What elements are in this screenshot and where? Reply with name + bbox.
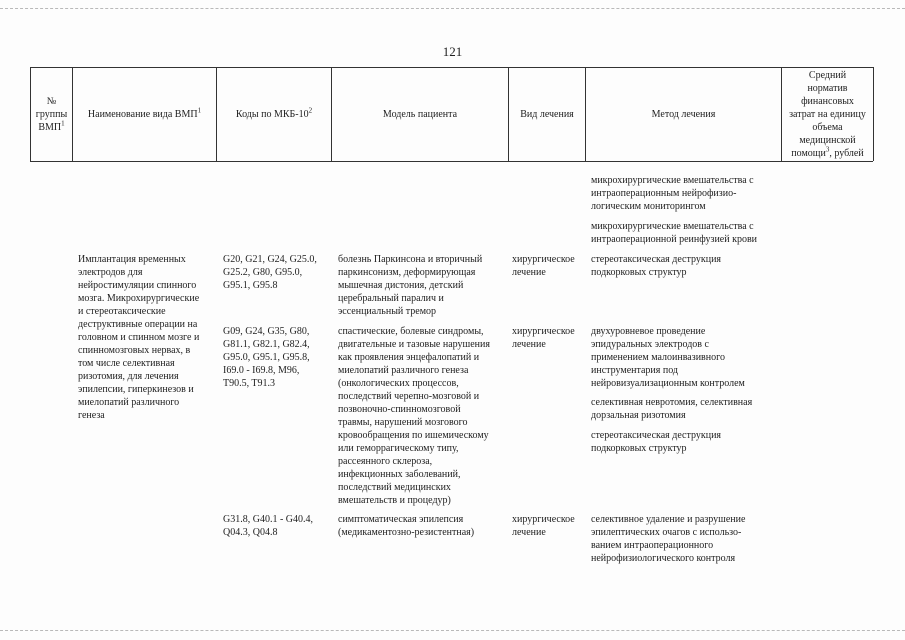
page-number: 121 bbox=[442, 44, 463, 59]
row2-method-1: двухуровневое проведение эпидуральных электродов с применением малоинвазивного инструментария под нейровизуализационным контролем bbox=[591, 326, 745, 389]
header-patient-model: Модель пациента bbox=[382, 109, 458, 120]
row1-codes: G20, G21, G24, G25.0, G25.2, G80, G95.0, G95.1, G95.8 bbox=[223, 254, 317, 291]
scan-artifact-top bbox=[0, 8, 905, 9]
header-cost-normative: Средний норматив финансовых затрат на единицу объема медицинской помощи$^3$, рублей bbox=[789, 70, 866, 159]
row3-method-1: селективное удаление и разрушение эпилептических очагов с использо- ванием интраоперационного нейрофизиологического контроля bbox=[591, 514, 746, 564]
header-vmp-name: Наименование вида ВМП$^1$ bbox=[87, 106, 202, 120]
header-right-border bbox=[873, 67, 874, 161]
row1-method-1: стереотаксическая деструкция подкорковых структур bbox=[591, 254, 722, 278]
row3-model: симптоматическая эпилепсия (медикаментозно-резистентная) bbox=[338, 514, 475, 538]
header-group-number: № группы ВМП$^1$ bbox=[35, 96, 68, 133]
header-treatment-method: Метод лечения bbox=[651, 109, 716, 120]
row3-codes: G31.8, G40.1 - G40.4, Q04.3, Q04.8 bbox=[223, 514, 313, 538]
continued-method-2: микрохирургические вмешательства с интраоперационной реинфузией крови bbox=[591, 221, 758, 245]
row1-model: болезнь Паркинсона и вторичный паркинсонизм, деформирующая мышечная дистония, детский церебральный паралич и эссенциальный тремор bbox=[338, 254, 483, 317]
header-icd-codes: Коды по МКБ-$10^2$ bbox=[235, 106, 313, 120]
header-treatment-type: Вид лечения bbox=[520, 109, 574, 120]
row2-method-3: стереотаксическая деструкция подкорковых структур bbox=[591, 430, 722, 454]
row2-codes: G09, G24, G35, G80, G81.1, G82.1, G82.4, G95.0, G95.1, G95.8, I69.0 - I69.8, M96, T90.5, T91.3 bbox=[223, 326, 310, 389]
row3-treatment: хирургическое лечение bbox=[512, 514, 575, 538]
row2-method-2: селективная невротомия, селективная дорзальная ризотомия bbox=[591, 397, 753, 421]
continued-method-1: микрохирургические вмешательства с интраоперационным нейрофизио- логическим мониторингом bbox=[591, 175, 754, 212]
row2-model: спастические, болевые синдромы, двигательные и тазовые нарушения как проявления энцефалопатий и миелопатий различного генеза (онкологических процессов, последствий черепно-мозговой и позвоночно-спинномозговой травмы, нарушений мозгового кровообращения по ишемическому или геморрагическому типу, рассеянного склероза, инфекционных заболеваний, последствий медицинских вмешательств и процедур) bbox=[338, 326, 490, 506]
row2-treatment: хирургическое лечение bbox=[512, 326, 575, 350]
row1-treatment: хирургическое лечение bbox=[512, 254, 575, 278]
header-bottom-border bbox=[30, 161, 873, 162]
scan-artifact-bottom bbox=[0, 630, 905, 631]
vmp-name: Имплантация временных электродов для нейростимуляции спинного мозга. Микрохирургические и стереотаксические деструктивные операции на головном и спинном мозге и спинномозговых нервах, в том числе селективная ризотомия, для лечения эпилепсии, гиперкинезов и миелопатий различного генеза bbox=[78, 254, 200, 421]
